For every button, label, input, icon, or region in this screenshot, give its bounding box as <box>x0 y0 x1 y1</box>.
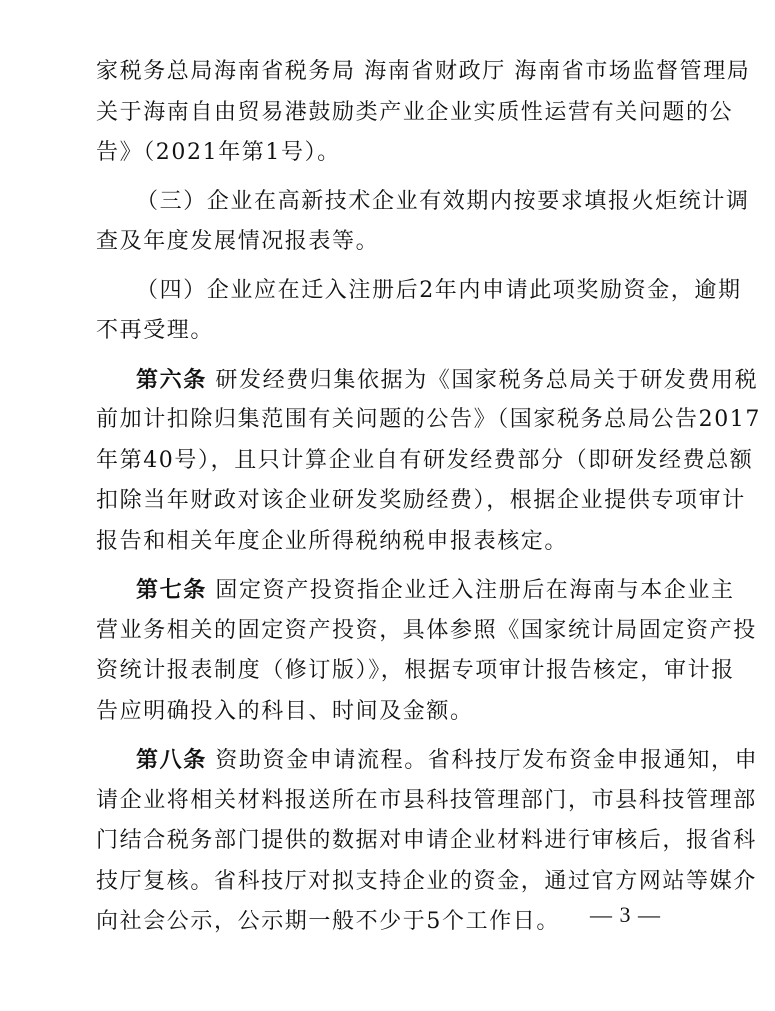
text-line: （四）企业应在迁入注册后2年内申请此项奖励资金，逾期 <box>136 277 742 303</box>
text-line: 关于海南自由贸易港鼓励类产业企业实质性运营有关问题的公 <box>96 99 734 125</box>
article-heading: 第八条 <box>136 747 207 773</box>
text-line: 门结合税务部门提供的数据对申请企业材料进行审核后，报省科 <box>96 828 757 853</box>
article-line <box>96 570 735 611</box>
text-line: 家税务总局海南省税务局 海南省财政厅 海南省市场监督管理局 <box>96 59 751 84</box>
text-line: 不再受理。 <box>96 318 215 343</box>
article-line <box>96 740 759 781</box>
text-span: 研发经费归集依据为《国家税务总局关于研发费用税 <box>215 367 759 393</box>
text-line: 向社会公示，公示期一般不少于5个工作日。 <box>96 909 560 934</box>
article-heading: 第六条 <box>136 366 207 393</box>
article-heading: 第七条 <box>136 577 207 603</box>
text-line: 技厅复核。省科技厅对拟支持企业的资金，通过官方网站等媒介 <box>96 868 757 894</box>
text-line: 告》（2021年第1号）。 <box>96 140 341 165</box>
text-line: （三）企业在高新技术企业有效期内按要求填报火炬统计调 <box>136 188 750 214</box>
document-body <box>96 52 761 943</box>
text-span: 资助资金申请流程。省科技厅发布资金申报通知，申 <box>215 748 759 773</box>
text-line: 资统计报表制度（修订版）》，根据专项审计报告核定，审计报 <box>96 658 735 683</box>
text-line: 前加计扣除归集范围有关问题的公告》（国家税务总局公告2017 <box>96 407 761 432</box>
text-line: 年第40号），且只计算企业自有研发经费部分（即研发经费总额 <box>96 447 754 473</box>
text-line: 请企业将相关材料报送所在市县科技管理部门，市县科技管理部 <box>96 787 757 813</box>
text-line: 查及年度发展情况报表等。 <box>96 229 380 254</box>
article-line <box>96 360 759 401</box>
page-number: — 3 — <box>590 902 661 927</box>
text-span: 固定资产投资指企业迁入注册后在海南与本企业主 <box>215 578 735 603</box>
text-line: 扣除当年财政对该企业研发奖励经费），根据企业提供专项审计 <box>96 488 746 513</box>
text-line: 营业务相关的固定资产投资，具体参照《国家统计局固定资产投 <box>96 617 757 643</box>
text-line: 告应明确投入的科目、时间及金额。 <box>96 698 474 724</box>
text-line: 报告和相关年度企业所得税纳税申报表核定。 <box>96 528 569 554</box>
